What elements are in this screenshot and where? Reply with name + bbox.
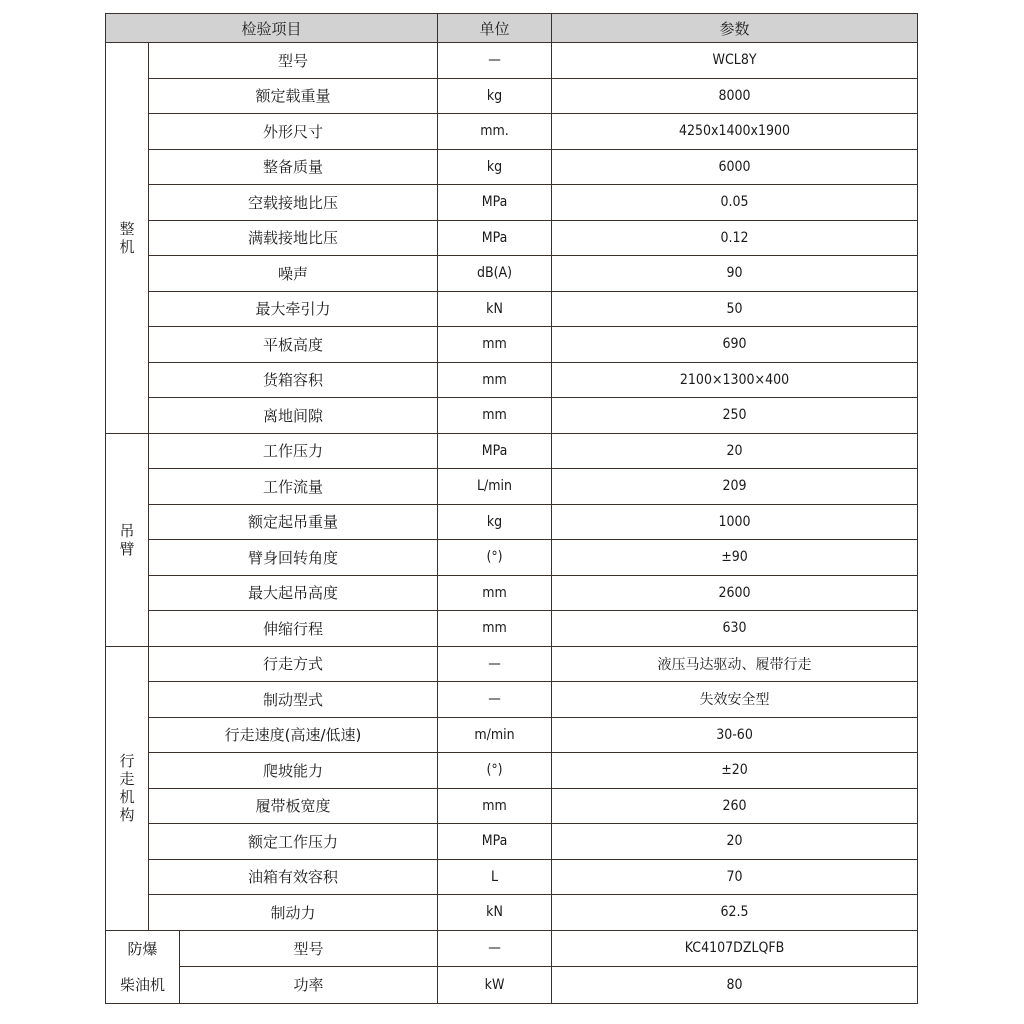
group-name: 整机 — [119, 219, 135, 256]
item-cell: 噪声 — [149, 256, 438, 292]
table-row — [106, 327, 918, 363]
param-cell: 250 — [552, 398, 918, 434]
table-row — [106, 504, 918, 540]
param-cell: 2600 — [552, 575, 918, 611]
item-cell: 货箱容积 — [149, 362, 438, 398]
table-row — [106, 256, 918, 292]
item-cell: 工作流量 — [149, 469, 438, 505]
table-row — [106, 362, 918, 398]
spec-table — [105, 13, 918, 1004]
item-cell: 整备质量 — [149, 149, 438, 185]
item-cell: 功率 — [180, 967, 438, 1004]
unit-cell: kW — [438, 967, 552, 1004]
param-cell: 2100×1300×400 — [552, 362, 918, 398]
table-row — [106, 611, 918, 647]
param-cell: ±20 — [552, 753, 918, 789]
item-cell: 伸缩行程 — [149, 611, 438, 647]
unit-cell: — — [438, 43, 552, 79]
header-param: 参数 — [552, 14, 918, 43]
table-row — [106, 859, 918, 895]
header-unit: 单位 — [438, 14, 552, 43]
item-cell: 额定载重量 — [149, 78, 438, 114]
unit-cell: kN — [438, 291, 552, 327]
item-cell: 型号 — [180, 930, 438, 967]
unit-cell: mm — [438, 611, 552, 647]
table-row — [106, 753, 918, 789]
unit-cell: mm — [438, 362, 552, 398]
table-row — [106, 682, 918, 718]
item-cell: 履带板宽度 — [149, 788, 438, 824]
param-cell: 20 — [552, 824, 918, 860]
table-row — [106, 149, 918, 185]
unit-cell: kN — [438, 895, 552, 931]
table-row — [106, 895, 918, 931]
item-cell: 爬坡能力 — [149, 753, 438, 789]
table-row — [106, 291, 918, 327]
item-cell: 额定工作压力 — [149, 824, 438, 860]
unit-cell: mm. — [438, 114, 552, 150]
param-cell: 62.5 — [552, 895, 918, 931]
param-cell: ±90 — [552, 540, 918, 576]
item-cell: 工作压力 — [149, 433, 438, 469]
item-cell: 最大牵引力 — [149, 291, 438, 327]
group-name-line: 柴油机 — [106, 967, 180, 1004]
table-row — [106, 646, 918, 682]
item-cell: 平板高度 — [149, 327, 438, 363]
unit-cell: dB(A) — [438, 256, 552, 292]
param-cell: KC4107DZLQFB — [552, 930, 918, 967]
table-row — [106, 114, 918, 150]
table-row — [106, 398, 918, 434]
item-cell: 空载接地比压 — [149, 185, 438, 221]
unit-cell: kg — [438, 149, 552, 185]
unit-cell: — — [438, 646, 552, 682]
table-row — [106, 967, 918, 1004]
param-cell: 液压马达驱动、履带行走 — [552, 646, 918, 682]
param-cell: 209 — [552, 469, 918, 505]
param-cell: 1000 — [552, 504, 918, 540]
unit-cell: kg — [438, 504, 552, 540]
unit-cell: m/min — [438, 717, 552, 753]
param-cell: 50 — [552, 291, 918, 327]
param-cell: 0.12 — [552, 220, 918, 256]
table-row — [106, 788, 918, 824]
table-row — [106, 185, 918, 221]
param-cell: 失效安全型 — [552, 682, 918, 718]
group-name-line: 防爆 — [106, 930, 180, 967]
unit-cell: mm — [438, 398, 552, 434]
table-row — [106, 540, 918, 576]
table-row — [106, 717, 918, 753]
unit-cell: — — [438, 682, 552, 718]
item-cell: 行走速度(高速/低速) — [149, 717, 438, 753]
table-row — [106, 575, 918, 611]
table-row — [106, 824, 918, 860]
item-cell: 满载接地比压 — [149, 220, 438, 256]
param-cell: 20 — [552, 433, 918, 469]
param-cell: 4250x1400x1900 — [552, 114, 918, 150]
param-cell: 630 — [552, 611, 918, 647]
param-cell: 8000 — [552, 78, 918, 114]
unit-cell: mm — [438, 788, 552, 824]
table-row — [106, 930, 918, 967]
item-cell: 臂身回转角度 — [149, 540, 438, 576]
item-cell: 油箱有效容积 — [149, 859, 438, 895]
item-cell: 行走方式 — [149, 646, 438, 682]
param-cell: 90 — [552, 256, 918, 292]
table-row — [106, 469, 918, 505]
unit-cell: mm — [438, 327, 552, 363]
param-cell: 0.05 — [552, 185, 918, 221]
unit-cell: MPa — [438, 220, 552, 256]
item-cell: 外形尺寸 — [149, 114, 438, 150]
item-cell: 制动型式 — [149, 682, 438, 718]
param-cell: WCL8Y — [552, 43, 918, 79]
group-name: 吊臂 — [119, 521, 135, 558]
group-name: 行走机构 — [119, 752, 135, 824]
table-row — [106, 78, 918, 114]
param-cell: 80 — [552, 967, 918, 1004]
unit-cell: (°) — [438, 753, 552, 789]
table-row — [106, 43, 918, 79]
unit-cell: mm — [438, 575, 552, 611]
unit-cell: L/min — [438, 469, 552, 505]
table-row — [106, 220, 918, 256]
header-row — [106, 14, 918, 43]
unit-cell: — — [438, 930, 552, 967]
unit-cell: kg — [438, 78, 552, 114]
param-cell: 690 — [552, 327, 918, 363]
unit-cell: (°) — [438, 540, 552, 576]
group-label — [106, 433, 149, 646]
unit-cell: MPa — [438, 824, 552, 860]
item-cell: 额定起吊重量 — [149, 504, 438, 540]
item-cell: 型号 — [149, 43, 438, 79]
param-cell: 70 — [552, 859, 918, 895]
group-label — [106, 646, 149, 930]
item-cell: 制动力 — [149, 895, 438, 931]
header-item: 检验项目 — [106, 14, 438, 43]
group-label — [106, 43, 149, 434]
unit-cell: MPa — [438, 433, 552, 469]
table-row — [106, 433, 918, 469]
unit-cell: L — [438, 859, 552, 895]
item-cell: 最大起吊高度 — [149, 575, 438, 611]
param-cell: 30-60 — [552, 717, 918, 753]
item-cell: 离地间隙 — [149, 398, 438, 434]
unit-cell: MPa — [438, 185, 552, 221]
param-cell: 6000 — [552, 149, 918, 185]
param-cell: 260 — [552, 788, 918, 824]
